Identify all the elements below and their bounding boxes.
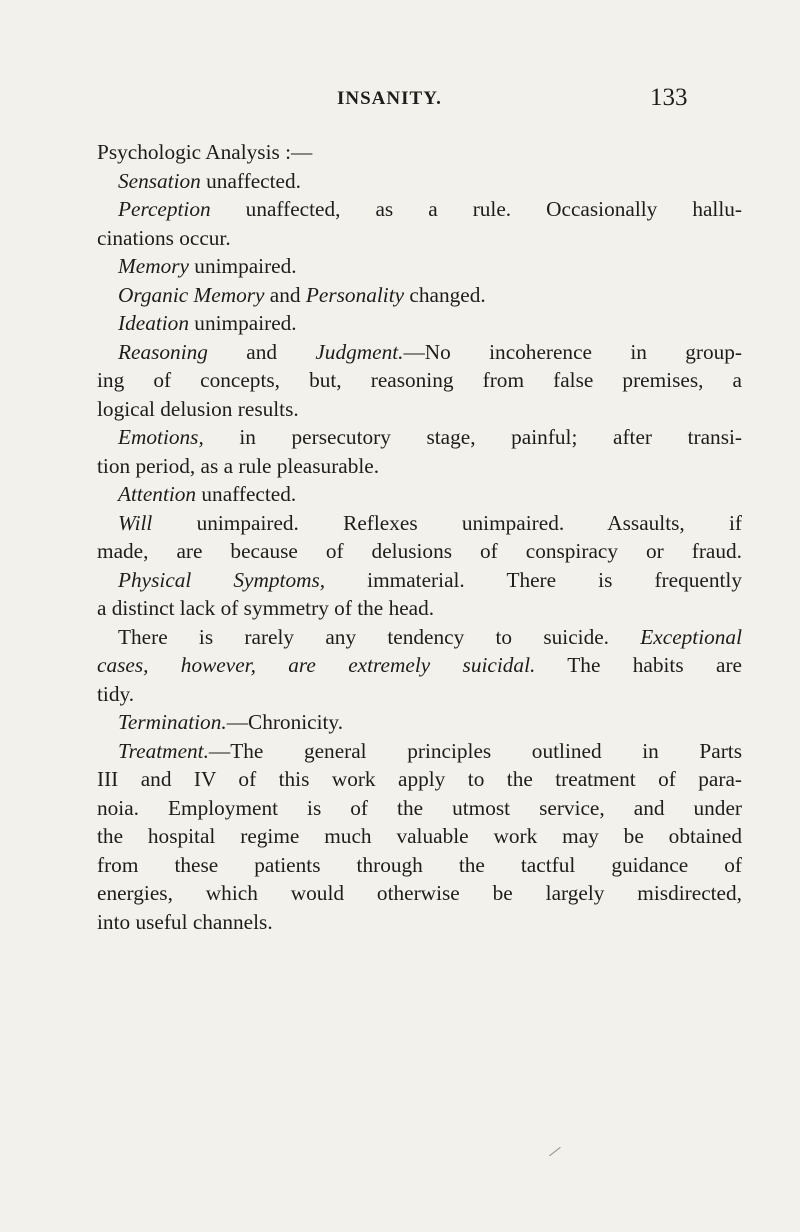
perception-term: Perception (118, 197, 211, 221)
emotions-line-1 (97, 423, 742, 452)
will-line-2: made, are because of delusions of conspiracy or fraud. (97, 539, 742, 563)
organic-memory-line (97, 281, 742, 310)
treatment-line-2: III and IV of this work apply to the treatment of para- (97, 767, 742, 791)
ideation-term: Ideation (118, 311, 189, 335)
treatment-line-1 (97, 737, 742, 766)
will-term: Will (118, 510, 153, 535)
reasoning-line-2: ing of concepts, but, reasoning from false premises, a (97, 368, 742, 392)
physical-line-1 (97, 566, 742, 595)
analysis-heading: Psychologic Analysis :— (97, 140, 313, 164)
organic-and: and (264, 282, 306, 307)
running-head (0, 84, 800, 118)
physical-line-2: a distinct lack of symmetry of the head. (97, 596, 435, 620)
sensation-text: unaffected. (200, 168, 301, 193)
ideation-text: unimpaired. (188, 311, 297, 335)
reasoning-line-3: logical delusion results. (97, 396, 299, 421)
treatment-line-3: noia. Employment is of the utmost service, and under (97, 795, 742, 820)
suicide-text-2: The habits are (535, 653, 742, 677)
suicide-emphasis-1: Exceptional (640, 624, 742, 649)
perception-line-2: cinations occur. (97, 225, 231, 250)
treatment-text-1: —The general principles outlined in Parts (208, 738, 742, 763)
treatment-line-4: the hospital regime much valuable work may be obtained (97, 824, 742, 848)
emotions-text-1: in persecutory stage, painful; after transi- (203, 425, 742, 449)
ideation-line (97, 309, 742, 338)
will-text-1: unimpaired. Reflexes unimpaired. Assaults, if (152, 510, 742, 535)
attention-text: unaffected. (196, 482, 297, 506)
perception-line-1 (97, 195, 742, 224)
running-title: INSANITY. (337, 88, 442, 109)
body-text (97, 138, 742, 936)
memory-line (97, 252, 742, 281)
attention-line (97, 480, 742, 509)
judgment-term: Judgment. (315, 339, 404, 364)
organic-memory-term: Organic Memory (118, 282, 265, 307)
suicide-text-1: There is rarely any tendency to suicide. (118, 624, 641, 649)
suicide-line-2 (97, 651, 742, 680)
suicide-line-1 (97, 623, 742, 652)
will-line-1 (97, 509, 742, 538)
termination-text: —Chronicity. (226, 710, 344, 734)
emotions-line-2: tion period, as a rule pleasurable. (97, 453, 380, 478)
sensation-term: Sensation (118, 168, 201, 193)
reasoning-line-1 (97, 338, 742, 367)
treatment-term: Treatment. (118, 738, 209, 763)
suicide-emphasis-2: cases, however, are extremely suicidal. (97, 653, 536, 677)
reasoning-term: Reasoning (118, 339, 208, 364)
treatment-line-5: from these patients through the tactful guidance of (97, 852, 742, 877)
attention-term: Attention (118, 482, 197, 506)
termination-line (97, 708, 742, 737)
page-number: 133 (650, 84, 688, 111)
suicide-line-3: tidy. (97, 681, 135, 706)
physical-text-1: immaterial. There is frequently (325, 567, 742, 592)
memory-term: Memory (118, 254, 189, 278)
organic-text: changed. (404, 282, 486, 307)
reasoning-and: and (207, 339, 316, 364)
memory-text: unimpaired. (188, 254, 297, 278)
sensation-line (97, 167, 742, 196)
page-mark (549, 1147, 567, 1164)
reasoning-text-1: —No incoherence in group- (403, 339, 742, 364)
emotions-term: Emotions, (118, 425, 204, 449)
personality-term: Personality (305, 282, 405, 307)
physical-term: Physical Symptoms, (118, 567, 326, 592)
treatment-line-7: into useful channels. (97, 909, 273, 934)
treatment-line-6: energies, which would otherwise be largely misdirected, (97, 881, 742, 905)
termination-term: Termination. (118, 710, 227, 734)
perception-text-1: unaffected, as a rule. Occasionally hallu- (210, 197, 742, 221)
